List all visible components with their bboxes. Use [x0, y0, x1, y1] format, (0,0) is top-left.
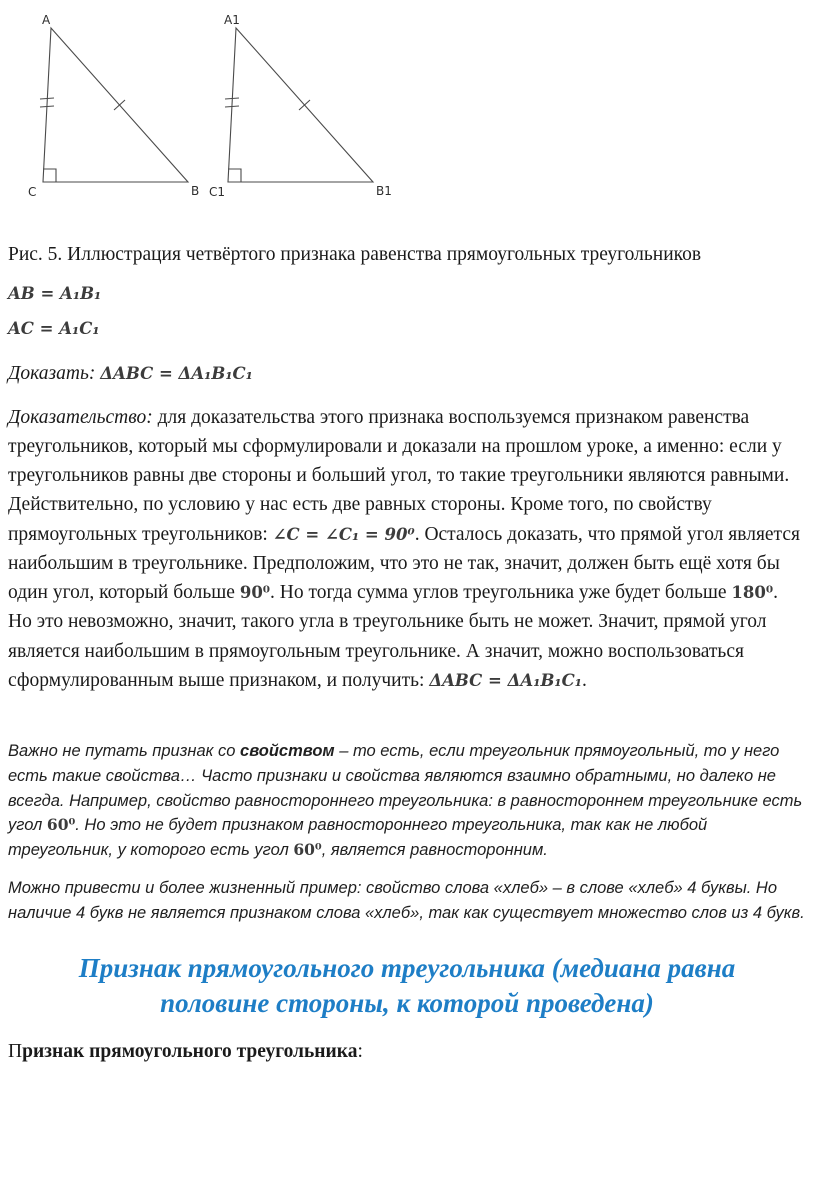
vertex-label-c1: C1	[209, 185, 226, 199]
note-text-1: Важно не путать признак со	[8, 742, 241, 761]
formula-60-degrees-1: 60⁰	[46, 815, 76, 835]
formula-triangles-equal: ΔABC = ΔA₁B₁C₁	[100, 364, 253, 384]
note-text-4: , является равносторонним.	[321, 841, 548, 860]
triangle-abc	[28, 13, 199, 199]
figure-triangles	[18, 12, 806, 217]
note-text-2: – то есть, если треугольник прямоугольный, то у него есть такие свойства… Часто признаки и свойства являются взаимно обратными, но далеко не всегда. Например, свойство равностороннего треугольника: в равностороннем треугольнике есть угол	[8, 742, 803, 835]
proof-text-4: . Но это невозможно, значит, такого угла в треугольнике быть не может. Значит, прямой угол является наибольшим в прямоугольным треугольнике. А значит, можно воспользоваться сформулированным выше признаком, и получить:	[8, 582, 778, 691]
vertex-label-b: B	[191, 184, 200, 198]
vertex-label-a1: A1	[224, 13, 240, 27]
triangle-abc-outline	[43, 28, 188, 182]
proof-paragraph	[8, 403, 806, 696]
right-angle-marker-c1	[228, 169, 241, 182]
proof-text-1: для доказательства этого признака воспользуемся признаком равенства треугольников, который мы сформулировали и доказали на прошлом уроке, а именно: если у треугольников равны две стороны и больший угол, то такие треугольники являются равными. Действительно, по условию у нас есть две равных стороны. Кроме того, по свойству прямоугольных треугольников:	[8, 406, 790, 545]
note-bread-example: Можно привести и более жизненный пример: свойство слова «хлеб» – в слове «хлеб» 4 буквы. Но наличие 4 букв не является признаком слова «хлеб», так как существует множество слов из 4 букв.	[8, 878, 805, 922]
formula-60-degrees-2: 60⁰	[293, 840, 322, 860]
criterion-suffix: :	[357, 1041, 363, 1063]
formula-180-degrees: 180⁰	[731, 583, 774, 603]
proof-label: Доказательство:	[8, 406, 153, 428]
proof-text-5: .	[582, 669, 587, 691]
note-text-3: . Но это не будет признаком равностороннего треугольника, так как не любой треугольник, у которого есть угол	[8, 816, 708, 860]
formula-90-degrees: 90⁰	[239, 583, 271, 603]
triangles-drawing	[18, 12, 398, 212]
proof-text-2: . Осталось доказать, что прямой угол является наибольшим в треугольнике. Предположим, что это не так, значит, должен быть ещё хотя бы один угол, который больше	[8, 523, 800, 604]
triangle-a1b1c1	[209, 13, 392, 199]
note-property-vs-criterion	[8, 739, 806, 863]
single-tick-side-a1b1	[299, 100, 310, 110]
formula-angle-c-90: ∠C = ∠C₁ = 90⁰	[272, 524, 415, 544]
proof-text-3: . Но тогда сумма углов треугольника уже будет больше	[270, 582, 732, 604]
right-angle-marker-c	[43, 169, 56, 182]
prove-line	[8, 359, 806, 388]
single-tick-side-ab	[114, 100, 125, 110]
formula-ab-equals-a1b1: AB = A₁B₁	[8, 284, 102, 304]
criterion-prefix: П	[8, 1041, 23, 1063]
section-heading: Признак прямоугольного треугольника (медиана равна половине стороны, к которой проведена)	[78, 953, 736, 1019]
given-equation-hypotenuse-line	[8, 284, 806, 304]
criterion-bold-text: ризнак прямоугольного треугольника	[22, 1041, 358, 1063]
figure-caption: Рис. 5. Иллюстрация четвёртого признака равенства прямоугольных треугольников	[8, 244, 702, 265]
given-equation-leg-line	[8, 319, 806, 339]
formula-triangles-equal-conclusion: ΔABC = ΔA₁B₁C₁	[429, 670, 582, 690]
vertex-label-c: C	[28, 185, 37, 199]
triangle-a1b1c1-outline	[228, 28, 373, 182]
vertex-label-b1: B1	[376, 184, 392, 198]
criterion-intro-line	[8, 1037, 806, 1066]
prove-label: Доказать:	[8, 363, 96, 385]
formula-ac-equals-a1c1: AC = A₁C₁	[8, 319, 100, 339]
vertex-label-a: A	[42, 13, 51, 27]
note-bold-property: свойством	[240, 742, 335, 761]
